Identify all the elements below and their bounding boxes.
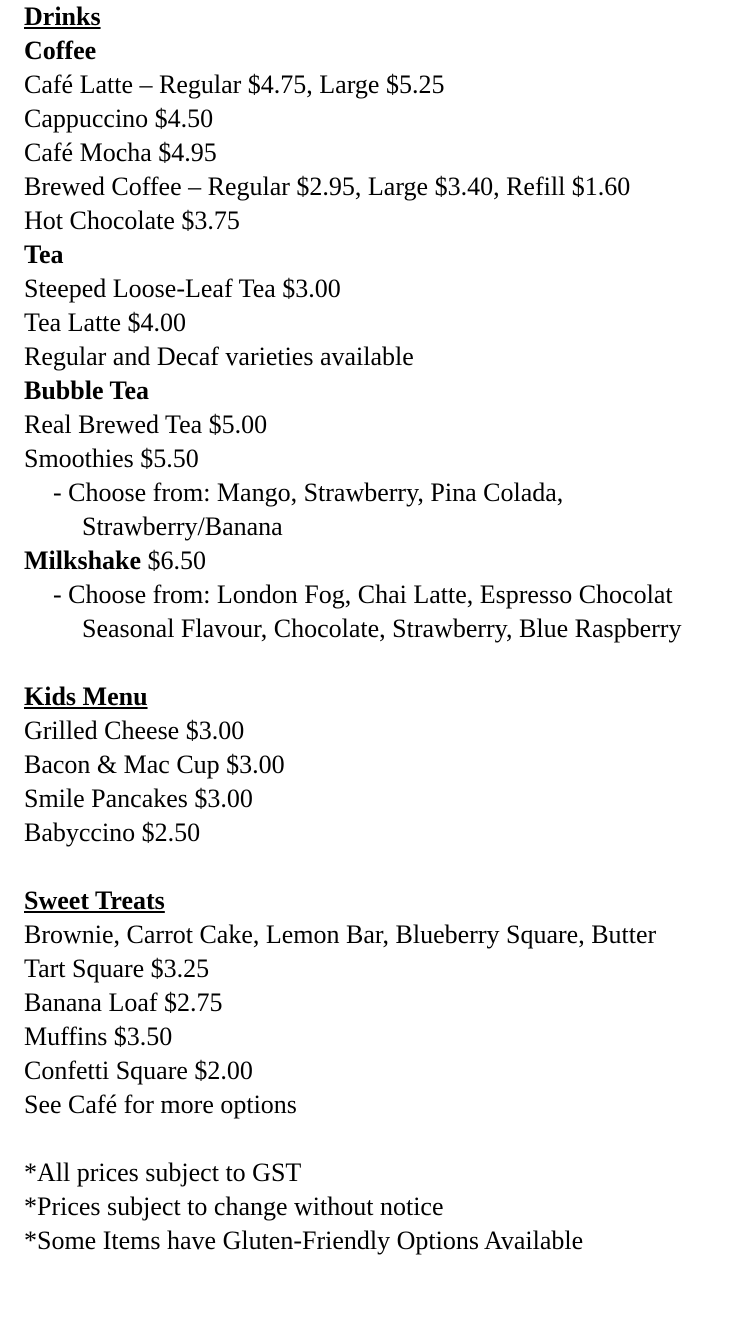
milkshake-price: $6.50 — [141, 546, 207, 575]
menu-item: Café Latte – Regular $4.75, Large $5.25 — [24, 70, 445, 99]
menu-item: Bacon & Mac Cup $3.00 — [24, 750, 285, 779]
menu-item: Brewed Coffee – Regular $2.95, Large $3.40, Refill $1.60 — [24, 172, 631, 201]
section-spacer — [24, 1122, 750, 1156]
tea-category-title: Tea — [24, 240, 64, 269]
milkshake-choices-line: - Choose from: London Fog, Chai Latte, Espresso Chocolat — [53, 580, 673, 609]
menu-item: Cappuccino $4.50 — [24, 104, 214, 133]
kids-menu-heading: Kids Menu — [24, 682, 148, 711]
note-line: *Some Items have Gluten-Friendly Options Available — [24, 1226, 584, 1255]
sweet-treats-heading: Sweet Treats — [24, 886, 165, 915]
milkshake-name: Milkshake — [24, 546, 142, 575]
drinks-heading: Drinks — [24, 2, 101, 31]
section-spacer — [24, 850, 750, 884]
menu-item: Steeped Loose-Leaf Tea $3.00 — [24, 274, 341, 303]
milkshake-choices-line: Seasonal Flavour, Chocolate, Strawberry, Blue Raspberry — [82, 614, 682, 643]
note-line: *Prices subject to change without notice — [24, 1192, 444, 1221]
menu-item: Grilled Cheese $3.00 — [24, 716, 245, 745]
milkshake-item — [24, 544, 750, 578]
menu-item: See Café for more options — [24, 1090, 297, 1119]
menu-item: Tart Square $3.25 — [24, 954, 210, 983]
menu-document — [24, 0, 750, 1258]
menu-item: Muffins $3.50 — [24, 1022, 173, 1051]
menu-item: Confetti Square $2.00 — [24, 1056, 253, 1085]
smoothie-choices-line: - Choose from: Mango, Strawberry, Pina Colada, — [53, 478, 564, 507]
menu-item: Brownie, Carrot Cake, Lemon Bar, Blueberry Square, Butter — [24, 920, 657, 949]
note-line: *All prices subject to GST — [24, 1158, 302, 1187]
section-spacer — [24, 646, 750, 680]
menu-item: Smile Pancakes $3.00 — [24, 784, 253, 813]
bubble-tea-category-title: Bubble Tea — [24, 376, 150, 405]
menu-item: Hot Chocolate $3.75 — [24, 206, 240, 235]
smoothie-choices-line: Strawberry/Banana — [82, 512, 283, 541]
menu-item: Smoothies $5.50 — [24, 444, 199, 473]
menu-item: Real Brewed Tea $5.00 — [24, 410, 268, 439]
menu-item: Banana Loaf $2.75 — [24, 988, 223, 1017]
menu-item: Babyccino $2.50 — [24, 818, 201, 847]
coffee-category-title: Coffee — [24, 36, 97, 65]
menu-item: Regular and Decaf varieties available — [24, 342, 414, 371]
menu-item: Café Mocha $4.95 — [24, 138, 217, 167]
menu-item: Tea Latte $4.00 — [24, 308, 187, 337]
